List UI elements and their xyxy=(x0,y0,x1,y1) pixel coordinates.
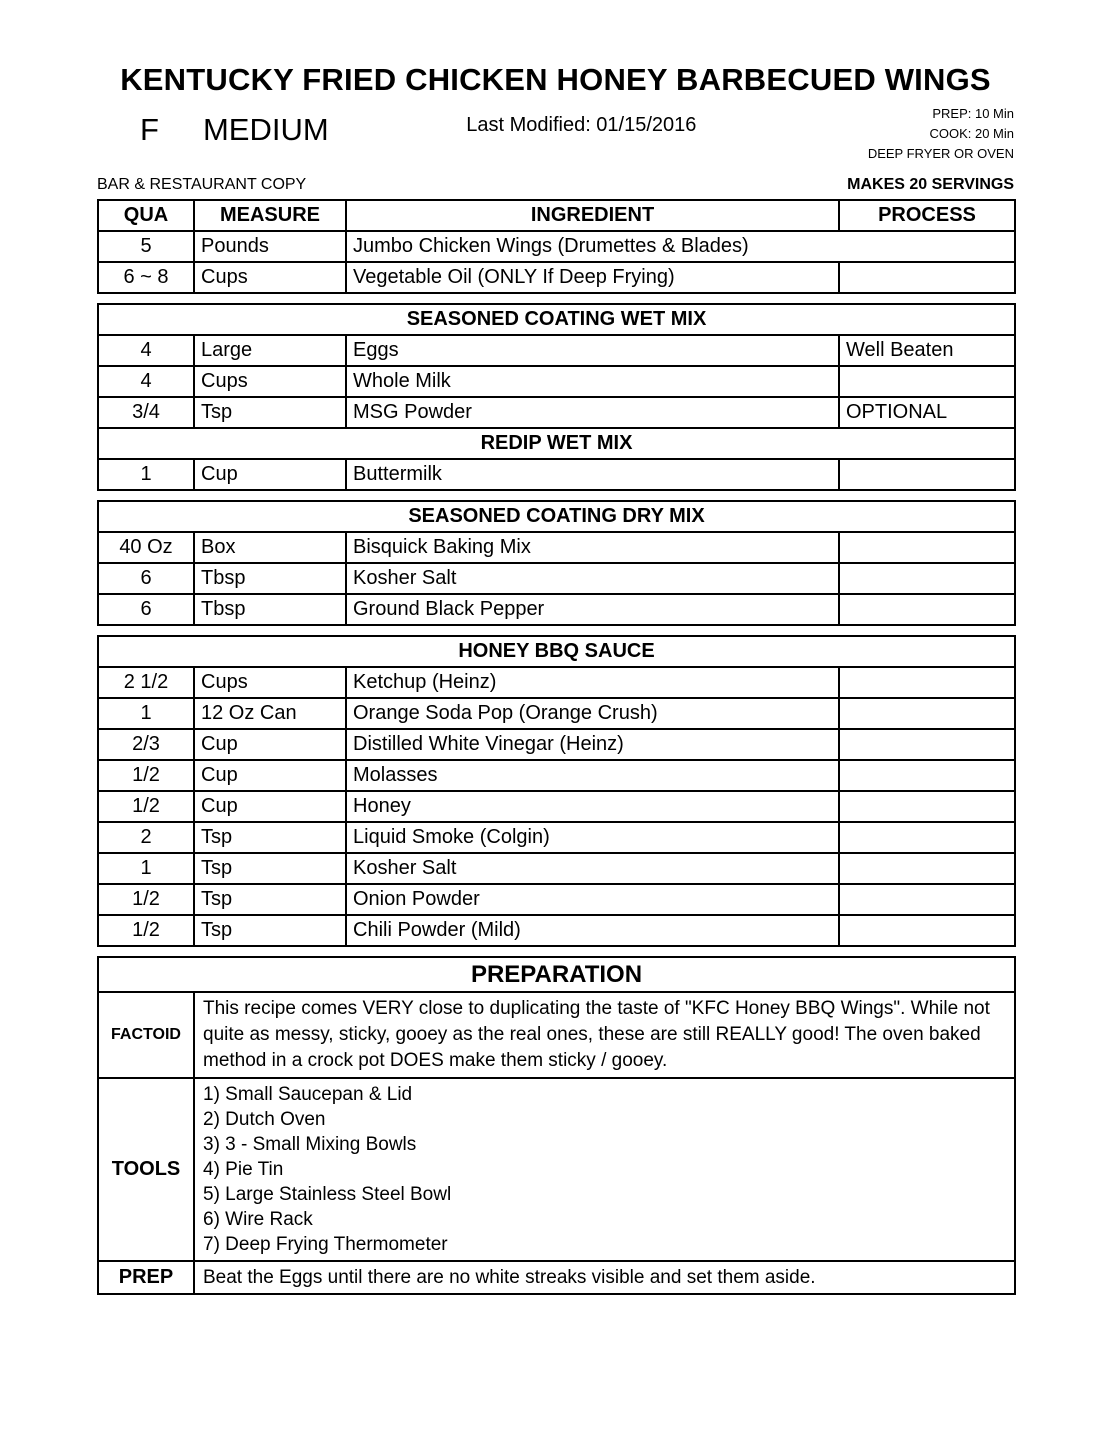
qty-cell: 6 xyxy=(98,563,194,594)
table-row xyxy=(98,698,1015,729)
ingredient-cell: Honey xyxy=(346,791,839,822)
measure-cell: Box xyxy=(194,532,346,563)
tools-label: TOOLS xyxy=(98,1078,194,1261)
measure-cell: Cup xyxy=(194,791,346,822)
bbq-sauce-table xyxy=(97,635,1016,947)
qty-cell: 2/3 xyxy=(98,729,194,760)
dry-mix-table xyxy=(97,500,1016,626)
qty-cell: 5 xyxy=(98,231,194,262)
qty-cell: 40 Oz xyxy=(98,532,194,563)
table-row xyxy=(98,335,1015,366)
ingredient-cell: Vegetable Oil (ONLY If Deep Frying) xyxy=(346,262,839,293)
qty-cell: 1/2 xyxy=(98,791,194,822)
section-title: HONEY BBQ SAUCE xyxy=(98,636,1015,667)
measure-cell: Cup xyxy=(194,729,346,760)
measure-cell: Tsp xyxy=(194,397,346,428)
page-title: KENTUCKY FRIED CHICKEN HONEY BARBECUED WINGS xyxy=(120,62,991,97)
table-row xyxy=(98,915,1015,946)
prep-row xyxy=(98,1261,1015,1294)
process-cell xyxy=(839,532,1015,563)
process-cell xyxy=(839,791,1015,822)
process-cell xyxy=(839,853,1015,884)
section-header-row xyxy=(98,428,1015,459)
process-cell xyxy=(839,667,1015,698)
process-cell xyxy=(839,459,1015,490)
ingredient-cell: Kosher Salt xyxy=(346,563,839,594)
recipe-code: F xyxy=(140,112,159,147)
process-cell xyxy=(839,915,1015,946)
qty-cell: 2 1/2 xyxy=(98,667,194,698)
process-cell xyxy=(839,884,1015,915)
last-modified: Last Modified: 01/15/2016 xyxy=(466,114,697,136)
ingredient-cell: Kosher Salt xyxy=(346,853,839,884)
measure-cell: Cups xyxy=(194,366,346,397)
table-row xyxy=(98,532,1015,563)
measure-cell: Tbsp xyxy=(194,563,346,594)
ingredient-cell: Onion Powder xyxy=(346,884,839,915)
measure-cell: 12 Oz Can xyxy=(194,698,346,729)
process-cell xyxy=(839,729,1015,760)
subheader xyxy=(97,102,1014,164)
tool-item: 2) Dutch Oven xyxy=(203,1109,326,1130)
column-header-row xyxy=(98,200,1015,231)
table-row xyxy=(98,563,1015,594)
column-header-process: PROCESS xyxy=(839,200,1015,231)
table-row xyxy=(98,884,1015,915)
tool-item: 6) Wire Rack xyxy=(203,1209,313,1230)
column-header-ingredient: INGREDIENT xyxy=(346,200,839,231)
table-row xyxy=(98,667,1015,698)
ingredient-cell: Distilled White Vinegar (Heinz) xyxy=(346,729,839,760)
factoid-text: This recipe comes VERY close to duplicating the taste of "KFC Honey BBQ Wings". While not quite as messy, sticky, gooey as the real ones, these are still REALLY good! The oven baked method in a crock pot DOES make them sticky / gooey. xyxy=(194,992,1015,1078)
cooking-method: DEEP FRYER OR OVEN xyxy=(867,146,1014,161)
column-header-measure: MEASURE xyxy=(194,200,346,231)
section-header-row xyxy=(98,304,1015,335)
tool-item: 3) 3 - Small Mixing Bowls xyxy=(203,1134,417,1155)
tool-item: 1) Small Saucepan & Lid xyxy=(203,1084,413,1105)
section-title: SEASONED COATING WET MIX xyxy=(98,304,1015,335)
column-header-qua: QUA xyxy=(98,200,194,231)
qty-cell: 6 ~ 8 xyxy=(98,262,194,293)
tool-item: 4) Pie Tin xyxy=(203,1159,284,1180)
main-ingredients-table xyxy=(97,199,1016,294)
measure-cell: Tsp xyxy=(194,853,346,884)
ingredient-cell: Orange Soda Pop (Orange Crush) xyxy=(346,698,839,729)
qty-cell: 3/4 xyxy=(98,397,194,428)
wet-mix-table xyxy=(97,303,1016,491)
process-cell: Well Beaten xyxy=(839,335,1015,366)
tool-item: 7) Deep Frying Thermometer xyxy=(203,1234,448,1255)
section-header-row xyxy=(98,636,1015,667)
servings: MAKES 20 SERVINGS xyxy=(847,176,1014,193)
prep-time: PREP: 10 Min xyxy=(932,106,1014,121)
ingredient-cell: Bisquick Baking Mix xyxy=(346,532,839,563)
process-cell: OPTIONAL xyxy=(839,397,1015,428)
qty-cell: 1/2 xyxy=(98,915,194,946)
process-cell xyxy=(839,366,1015,397)
table-row xyxy=(98,853,1015,884)
measure-cell: Tsp xyxy=(194,915,346,946)
ingredient-cell: Buttermilk xyxy=(346,459,839,490)
measure-cell: Large xyxy=(194,335,346,366)
measure-cell: Tsp xyxy=(194,822,346,853)
process-cell xyxy=(839,822,1015,853)
process-cell xyxy=(839,262,1015,293)
table-row xyxy=(98,791,1015,822)
qty-cell: 4 xyxy=(98,335,194,366)
process-cell xyxy=(839,563,1015,594)
qty-cell: 1/2 xyxy=(98,884,194,915)
ingredient-cell: Ketchup (Heinz) xyxy=(346,667,839,698)
qty-cell: 6 xyxy=(98,594,194,625)
table-row xyxy=(98,760,1015,791)
ingredient-cell: Ground Black Pepper xyxy=(346,594,839,625)
ingredient-cell: Molasses xyxy=(346,760,839,791)
measure-cell: Tbsp xyxy=(194,594,346,625)
copy-type: BAR & RESTAURANT COPY xyxy=(97,176,307,193)
preparation-table xyxy=(97,956,1016,1295)
factoid-label: FACTOID xyxy=(98,992,194,1078)
qty-cell: 4 xyxy=(98,366,194,397)
recipe-code-line xyxy=(97,112,329,148)
process-cell xyxy=(839,760,1015,791)
measure-cell: Pounds xyxy=(194,231,346,262)
prep-text: Beat the Eggs until there are no white streaks visible and set them aside. xyxy=(194,1261,1015,1294)
preparation-title: PREPARATION xyxy=(98,957,1015,992)
section-title: REDIP WET MIX xyxy=(98,428,1015,459)
ingredient-cell: Eggs xyxy=(346,335,839,366)
copy-line xyxy=(97,176,1014,194)
process-cell xyxy=(839,594,1015,625)
qty-cell: 1 xyxy=(98,698,194,729)
table-row xyxy=(98,822,1015,853)
table-row xyxy=(98,594,1015,625)
measure-cell: Cup xyxy=(194,760,346,791)
table-row xyxy=(98,231,1015,262)
qty-cell: 2 xyxy=(98,822,194,853)
qty-cell: 1 xyxy=(98,853,194,884)
cook-time: COOK: 20 Min xyxy=(929,126,1014,141)
timing-block xyxy=(834,104,1014,164)
section-title: SEASONED COATING DRY MIX xyxy=(98,501,1015,532)
table-row xyxy=(98,459,1015,490)
measure-cell: Cup xyxy=(194,459,346,490)
qty-cell: 1/2 xyxy=(98,760,194,791)
tools-list xyxy=(194,1078,1015,1261)
ingredient-cell: Liquid Smoke (Colgin) xyxy=(346,822,839,853)
tool-item: 5) Large Stainless Steel Bowl xyxy=(203,1184,452,1205)
recipe-size: MEDIUM xyxy=(202,112,329,147)
qty-cell: 1 xyxy=(98,459,194,490)
measure-cell: Cups xyxy=(194,667,346,698)
ingredient-cell: Chili Powder (Mild) xyxy=(346,915,839,946)
tools-row xyxy=(98,1078,1015,1261)
section-header-row xyxy=(98,957,1015,992)
measure-cell: Cups xyxy=(194,262,346,293)
ingredient-cell: Jumbo Chicken Wings (Drumettes & Blades) xyxy=(346,231,1015,262)
table-row xyxy=(98,262,1015,293)
factoid-row xyxy=(98,992,1015,1078)
table-row xyxy=(98,729,1015,760)
prep-label: PREP xyxy=(98,1261,194,1294)
ingredient-cell: MSG Powder xyxy=(346,397,839,428)
table-row xyxy=(98,397,1015,428)
measure-cell: Tsp xyxy=(194,884,346,915)
section-header-row xyxy=(98,501,1015,532)
process-cell xyxy=(839,698,1015,729)
table-row xyxy=(98,366,1015,397)
ingredient-cell: Whole Milk xyxy=(346,366,839,397)
